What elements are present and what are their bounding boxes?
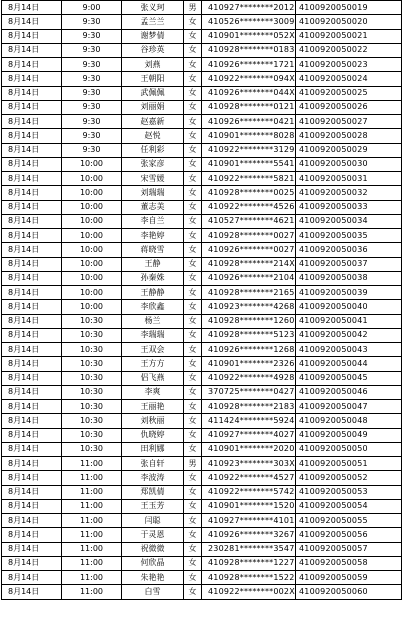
id-number-cell: 410926********0027 xyxy=(202,243,296,257)
time-cell: 10:00 xyxy=(62,286,122,300)
time-cell: 9:30 xyxy=(62,129,122,143)
id-number-cell: 410922********5742 xyxy=(202,485,296,499)
date-cell: 8月14日 xyxy=(2,343,62,357)
name-cell: 武佩佩 xyxy=(122,86,184,100)
time-cell: 10:00 xyxy=(62,157,122,171)
exam-number-cell: 4100920050046 xyxy=(296,385,402,399)
table-row xyxy=(2,528,402,542)
exam-number-cell: 4100920050021 xyxy=(296,29,402,43)
name-cell: 孟兰兰 xyxy=(122,15,184,29)
time-cell: 10:00 xyxy=(62,172,122,186)
name-cell: 闫聪 xyxy=(122,514,184,528)
time-cell: 10:00 xyxy=(62,300,122,314)
exam-number-cell: 4100920050020 xyxy=(296,15,402,29)
table-row xyxy=(2,257,402,271)
gender-cell: 女 xyxy=(184,200,202,214)
date-cell: 8月14日 xyxy=(2,400,62,414)
date-cell: 8月14日 xyxy=(2,143,62,157)
name-cell: 祝微微 xyxy=(122,542,184,556)
gender-cell: 女 xyxy=(184,371,202,385)
gender-cell: 女 xyxy=(184,300,202,314)
table-row xyxy=(2,571,402,585)
name-cell: 李波涛 xyxy=(122,471,184,485)
id-number-cell: 410901********2020 xyxy=(202,442,296,456)
name-cell: 何欣晶 xyxy=(122,556,184,570)
date-cell: 8月14日 xyxy=(2,328,62,342)
id-number-cell: 410927********2012 xyxy=(202,1,296,15)
schedule-table xyxy=(1,0,402,600)
date-cell: 8月14日 xyxy=(2,1,62,15)
name-cell: 张义珂 xyxy=(122,1,184,15)
name-cell: 蒋晓雪 xyxy=(122,243,184,257)
name-cell: 李瑞瑞 xyxy=(122,328,184,342)
date-cell: 8月14日 xyxy=(2,186,62,200)
table-row xyxy=(2,499,402,513)
date-cell: 8月14日 xyxy=(2,457,62,471)
id-number-cell: 410928********0183 xyxy=(202,43,296,57)
table-row xyxy=(2,414,402,428)
date-cell: 8月14日 xyxy=(2,214,62,228)
exam-number-cell: 4100920050045 xyxy=(296,371,402,385)
exam-number-cell: 4100920050052 xyxy=(296,471,402,485)
table-row xyxy=(2,457,402,471)
date-cell: 8月14日 xyxy=(2,542,62,556)
date-cell: 8月14日 xyxy=(2,229,62,243)
exam-number-cell: 4100920050055 xyxy=(296,514,402,528)
date-cell: 8月14日 xyxy=(2,243,62,257)
exam-number-cell: 4100920050039 xyxy=(296,286,402,300)
exam-number-cell: 4100920050029 xyxy=(296,143,402,157)
gender-cell: 女 xyxy=(184,15,202,29)
gender-cell: 女 xyxy=(184,357,202,371)
gender-cell: 女 xyxy=(184,86,202,100)
exam-number-cell: 4100920050057 xyxy=(296,542,402,556)
name-cell: 赵悦 xyxy=(122,129,184,143)
gender-cell: 男 xyxy=(184,1,202,15)
name-cell: 李爽 xyxy=(122,385,184,399)
gender-cell: 女 xyxy=(184,428,202,442)
name-cell: 刘丽娟 xyxy=(122,100,184,114)
date-cell: 8月14日 xyxy=(2,528,62,542)
exam-number-cell: 4100920050031 xyxy=(296,172,402,186)
exam-number-cell: 4100920050033 xyxy=(296,200,402,214)
table-row xyxy=(2,129,402,143)
gender-cell: 女 xyxy=(184,314,202,328)
date-cell: 8月14日 xyxy=(2,385,62,399)
table-row xyxy=(2,286,402,300)
id-number-cell: 410901********8028 xyxy=(202,129,296,143)
gender-cell: 男 xyxy=(184,457,202,471)
date-cell: 8月14日 xyxy=(2,300,62,314)
gender-cell: 女 xyxy=(184,271,202,285)
id-number-cell: 410928********214X xyxy=(202,257,296,271)
date-cell: 8月14日 xyxy=(2,571,62,585)
gender-cell: 女 xyxy=(184,442,202,456)
id-number-cell: 411424********5924 xyxy=(202,414,296,428)
time-cell: 9:30 xyxy=(62,43,122,57)
time-cell: 10:00 xyxy=(62,229,122,243)
time-cell: 9:30 xyxy=(62,115,122,129)
time-cell: 9:30 xyxy=(62,143,122,157)
exam-number-cell: 4100920050056 xyxy=(296,528,402,542)
date-cell: 8月14日 xyxy=(2,314,62,328)
id-number-cell: 410928********5123 xyxy=(202,328,296,342)
id-number-cell: 230281********3547 xyxy=(202,542,296,556)
table-row xyxy=(2,328,402,342)
date-cell: 8月14日 xyxy=(2,499,62,513)
exam-number-cell: 4100920050034 xyxy=(296,214,402,228)
exam-number-cell: 4100920050026 xyxy=(296,100,402,114)
id-number-cell: 410922********4526 xyxy=(202,200,296,214)
name-cell: 张自轩 xyxy=(122,457,184,471)
exam-number-cell: 4100920050037 xyxy=(296,257,402,271)
date-cell: 8月14日 xyxy=(2,428,62,442)
id-number-cell: 410926********3267 xyxy=(202,528,296,542)
time-cell: 11:00 xyxy=(62,485,122,499)
gender-cell: 女 xyxy=(184,243,202,257)
gender-cell: 女 xyxy=(184,385,202,399)
table-row xyxy=(2,86,402,100)
exam-number-cell: 4100920050024 xyxy=(296,72,402,86)
exam-number-cell: 4100920050028 xyxy=(296,129,402,143)
table-row xyxy=(2,100,402,114)
id-number-cell: 410928********0027 xyxy=(202,229,296,243)
gender-cell: 女 xyxy=(184,328,202,342)
name-cell: 侣飞燕 xyxy=(122,371,184,385)
date-cell: 8月14日 xyxy=(2,200,62,214)
date-cell: 8月14日 xyxy=(2,556,62,570)
id-number-cell: 410926********044X xyxy=(202,86,296,100)
date-cell: 8月14日 xyxy=(2,172,62,186)
date-cell: 8月14日 xyxy=(2,371,62,385)
id-number-cell: 410928********1522 xyxy=(202,571,296,585)
id-number-cell: 410922********3129 xyxy=(202,143,296,157)
exam-number-cell: 4100920050042 xyxy=(296,328,402,342)
gender-cell: 女 xyxy=(184,400,202,414)
exam-number-cell: 4100920050043 xyxy=(296,343,402,357)
table-row xyxy=(2,514,402,528)
name-cell: 郑凯倩 xyxy=(122,485,184,499)
name-cell: 白雪 xyxy=(122,585,184,599)
time-cell: 11:00 xyxy=(62,528,122,542)
exam-number-cell: 4100920050019 xyxy=(296,1,402,15)
table-row xyxy=(2,115,402,129)
exam-number-cell: 4100920050049 xyxy=(296,428,402,442)
gender-cell: 女 xyxy=(184,485,202,499)
exam-number-cell: 4100920050027 xyxy=(296,115,402,129)
table-row xyxy=(2,357,402,371)
exam-number-cell: 4100920050058 xyxy=(296,556,402,570)
gender-cell: 女 xyxy=(184,72,202,86)
time-cell: 10:00 xyxy=(62,186,122,200)
time-cell: 11:00 xyxy=(62,556,122,570)
date-cell: 8月14日 xyxy=(2,129,62,143)
time-cell: 10:30 xyxy=(62,314,122,328)
exam-number-cell: 4100920050041 xyxy=(296,314,402,328)
table-row xyxy=(2,428,402,442)
time-cell: 10:30 xyxy=(62,371,122,385)
table-row xyxy=(2,29,402,43)
time-cell: 10:30 xyxy=(62,357,122,371)
table-row xyxy=(2,371,402,385)
id-number-cell: 410922********5821 xyxy=(202,172,296,186)
exam-number-cell: 4100920050023 xyxy=(296,58,402,72)
id-number-cell: 410928********2183 xyxy=(202,400,296,414)
id-number-cell: 410926********2104 xyxy=(202,271,296,285)
name-cell: 李自兰 xyxy=(122,214,184,228)
id-number-cell: 410526********3009 xyxy=(202,15,296,29)
date-cell: 8月14日 xyxy=(2,86,62,100)
exam-number-cell: 4100920050059 xyxy=(296,571,402,585)
id-number-cell: 410928********0025 xyxy=(202,186,296,200)
name-cell: 杨兰 xyxy=(122,314,184,328)
table-row xyxy=(2,585,402,599)
name-cell: 田利娜 xyxy=(122,442,184,456)
name-cell: 谢梦倩 xyxy=(122,29,184,43)
name-cell: 刘秋丽 xyxy=(122,414,184,428)
table-row xyxy=(2,300,402,314)
exam-number-cell: 4100920050032 xyxy=(296,186,402,200)
gender-cell: 女 xyxy=(184,157,202,171)
name-cell: 李艳婷 xyxy=(122,229,184,243)
table-row xyxy=(2,143,402,157)
gender-cell: 女 xyxy=(184,343,202,357)
gender-cell: 女 xyxy=(184,542,202,556)
name-cell: 宋雪媛 xyxy=(122,172,184,186)
table-row xyxy=(2,58,402,72)
exam-number-cell: 4100920050053 xyxy=(296,485,402,499)
name-cell: 谷珍英 xyxy=(122,43,184,57)
table-row xyxy=(2,542,402,556)
date-cell: 8月14日 xyxy=(2,514,62,528)
date-cell: 8月14日 xyxy=(2,271,62,285)
id-number-cell: 410928********2165 xyxy=(202,286,296,300)
id-number-cell: 410923********303X xyxy=(202,457,296,471)
time-cell: 10:00 xyxy=(62,214,122,228)
id-number-cell: 410527********4621 xyxy=(202,214,296,228)
gender-cell: 女 xyxy=(184,129,202,143)
id-number-cell: 410927********4101 xyxy=(202,514,296,528)
gender-cell: 女 xyxy=(184,43,202,57)
name-cell: 仇晓婷 xyxy=(122,428,184,442)
table-row xyxy=(2,556,402,570)
exam-number-cell: 4100920050030 xyxy=(296,157,402,171)
table-row xyxy=(2,385,402,399)
time-cell: 11:00 xyxy=(62,471,122,485)
id-number-cell: 410928********1260 xyxy=(202,314,296,328)
table-row xyxy=(2,229,402,243)
time-cell: 9:00 xyxy=(62,1,122,15)
id-number-cell: 410922********002X xyxy=(202,585,296,599)
time-cell: 9:30 xyxy=(62,72,122,86)
gender-cell: 女 xyxy=(184,186,202,200)
gender-cell: 女 xyxy=(184,115,202,129)
time-cell: 9:30 xyxy=(62,100,122,114)
gender-cell: 女 xyxy=(184,528,202,542)
gender-cell: 女 xyxy=(184,143,202,157)
date-cell: 8月14日 xyxy=(2,485,62,499)
date-cell: 8月14日 xyxy=(2,43,62,57)
id-number-cell: 410922********4527 xyxy=(202,471,296,485)
name-cell: 王双会 xyxy=(122,343,184,357)
gender-cell: 女 xyxy=(184,257,202,271)
time-cell: 11:00 xyxy=(62,514,122,528)
name-cell: 张家彦 xyxy=(122,157,184,171)
exam-number-cell: 4100920050044 xyxy=(296,357,402,371)
name-cell: 王方方 xyxy=(122,357,184,371)
exam-number-cell: 4100920050025 xyxy=(296,86,402,100)
name-cell: 朱艳艳 xyxy=(122,571,184,585)
time-cell: 10:30 xyxy=(62,414,122,428)
table-row xyxy=(2,43,402,57)
name-cell: 李欣鑫 xyxy=(122,300,184,314)
id-number-cell: 410923********4268 xyxy=(202,300,296,314)
name-cell: 王静静 xyxy=(122,286,184,300)
exam-number-cell: 4100920050038 xyxy=(296,271,402,285)
id-number-cell: 410926********1721 xyxy=(202,58,296,72)
table-row xyxy=(2,314,402,328)
exam-number-cell: 4100920050051 xyxy=(296,457,402,471)
gender-cell: 女 xyxy=(184,514,202,528)
exam-number-cell: 4100920050054 xyxy=(296,499,402,513)
time-cell: 11:00 xyxy=(62,499,122,513)
time-cell: 10:30 xyxy=(62,328,122,342)
gender-cell: 女 xyxy=(184,172,202,186)
time-cell: 9:30 xyxy=(62,29,122,43)
date-cell: 8月14日 xyxy=(2,357,62,371)
time-cell: 9:30 xyxy=(62,15,122,29)
gender-cell: 女 xyxy=(184,471,202,485)
table-row xyxy=(2,471,402,485)
name-cell: 孙秦姝 xyxy=(122,271,184,285)
time-cell: 10:30 xyxy=(62,442,122,456)
date-cell: 8月14日 xyxy=(2,157,62,171)
date-cell: 8月14日 xyxy=(2,100,62,114)
id-number-cell: 410901********2326 xyxy=(202,357,296,371)
exam-number-cell: 4100920050047 xyxy=(296,400,402,414)
id-number-cell: 410922********094X xyxy=(202,72,296,86)
time-cell: 11:00 xyxy=(62,457,122,471)
time-cell: 10:30 xyxy=(62,400,122,414)
id-number-cell: 410927********4027 xyxy=(202,428,296,442)
date-cell: 8月14日 xyxy=(2,29,62,43)
exam-number-cell: 4100920050022 xyxy=(296,43,402,57)
exam-number-cell: 4100920050035 xyxy=(296,229,402,243)
table-row xyxy=(2,214,402,228)
id-number-cell: 370725********0427 xyxy=(202,385,296,399)
exam-number-cell: 4100920050050 xyxy=(296,442,402,456)
name-cell: 刘瑞瑞 xyxy=(122,186,184,200)
exam-number-cell: 4100920050048 xyxy=(296,414,402,428)
gender-cell: 女 xyxy=(184,229,202,243)
date-cell: 8月14日 xyxy=(2,414,62,428)
exam-number-cell: 4100920050036 xyxy=(296,243,402,257)
name-cell: 王玉芳 xyxy=(122,499,184,513)
date-cell: 8月14日 xyxy=(2,442,62,456)
table-row xyxy=(2,186,402,200)
time-cell: 9:30 xyxy=(62,86,122,100)
table-row xyxy=(2,15,402,29)
name-cell: 王静 xyxy=(122,257,184,271)
date-cell: 8月14日 xyxy=(2,585,62,599)
name-cell: 刘燕 xyxy=(122,58,184,72)
time-cell: 10:00 xyxy=(62,243,122,257)
date-cell: 8月14日 xyxy=(2,286,62,300)
id-number-cell: 410922********4928 xyxy=(202,371,296,385)
date-cell: 8月14日 xyxy=(2,471,62,485)
gender-cell: 女 xyxy=(184,414,202,428)
time-cell: 11:00 xyxy=(62,585,122,599)
table-row xyxy=(2,442,402,456)
exam-number-cell: 4100920050060 xyxy=(296,585,402,599)
time-cell: 10:30 xyxy=(62,385,122,399)
gender-cell: 女 xyxy=(184,556,202,570)
gender-cell: 女 xyxy=(184,499,202,513)
time-cell: 10:30 xyxy=(62,428,122,442)
name-cell: 于灵恩 xyxy=(122,528,184,542)
time-cell: 10:00 xyxy=(62,200,122,214)
date-cell: 8月14日 xyxy=(2,72,62,86)
gender-cell: 女 xyxy=(184,100,202,114)
id-number-cell: 410926********0421 xyxy=(202,115,296,129)
table-row xyxy=(2,72,402,86)
date-cell: 8月14日 xyxy=(2,15,62,29)
id-number-cell: 410926********1268 xyxy=(202,343,296,357)
exam-number-cell: 4100920050040 xyxy=(296,300,402,314)
id-number-cell: 410901********5541 xyxy=(202,157,296,171)
table-row xyxy=(2,157,402,171)
name-cell: 赵嘉新 xyxy=(122,115,184,129)
table-row xyxy=(2,1,402,15)
id-number-cell: 410928********0121 xyxy=(202,100,296,114)
gender-cell: 女 xyxy=(184,571,202,585)
table-row xyxy=(2,400,402,414)
name-cell: 王朝阳 xyxy=(122,72,184,86)
date-cell: 8月14日 xyxy=(2,257,62,271)
id-number-cell: 410901********052X xyxy=(202,29,296,43)
time-cell: 11:00 xyxy=(62,571,122,585)
time-cell: 11:00 xyxy=(62,542,122,556)
table-row xyxy=(2,243,402,257)
time-cell: 10:00 xyxy=(62,271,122,285)
gender-cell: 女 xyxy=(184,29,202,43)
time-cell: 10:00 xyxy=(62,257,122,271)
name-cell: 任利彩 xyxy=(122,143,184,157)
gender-cell: 女 xyxy=(184,286,202,300)
gender-cell: 女 xyxy=(184,214,202,228)
name-cell: 王丽艳 xyxy=(122,400,184,414)
name-cell: 董志美 xyxy=(122,200,184,214)
table-row xyxy=(2,172,402,186)
id-number-cell: 410928********1227 xyxy=(202,556,296,570)
gender-cell: 女 xyxy=(184,58,202,72)
time-cell: 10:30 xyxy=(62,343,122,357)
id-number-cell: 410901********1520 xyxy=(202,499,296,513)
time-cell: 9:30 xyxy=(62,58,122,72)
table-row xyxy=(2,271,402,285)
table-row xyxy=(2,343,402,357)
date-cell: 8月14日 xyxy=(2,58,62,72)
table-row xyxy=(2,200,402,214)
date-cell: 8月14日 xyxy=(2,115,62,129)
gender-cell: 女 xyxy=(184,585,202,599)
table-row xyxy=(2,485,402,499)
schedule-table-body xyxy=(2,1,402,600)
